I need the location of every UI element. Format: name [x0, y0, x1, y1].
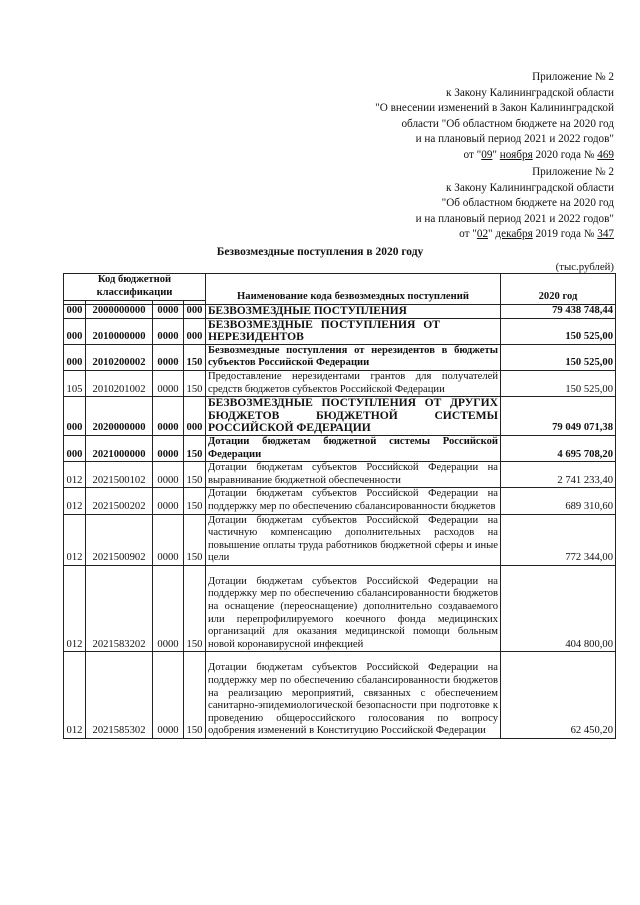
table-header-row — [64, 274, 616, 301]
header-line: и на плановый период 2021 и 2022 годов" — [415, 133, 614, 146]
revenue-table — [63, 273, 616, 739]
header-date-day: 02 — [476, 228, 489, 241]
table-row: 000 2020000000 0000 000 БЕЗВОЗМЕЗДНЫЕ ПОСТУПЛЕНИЯ ОТ ДРУГИХ БЮДЖЕТОВ БЮДЖЕТНОЙ СИСТЕМЫ РОССИЙСКОЙ ФЕДЕРАЦИИ 79 049 071,38 — [64, 397, 616, 436]
header-line: и на плановый период 2021 и 2022 годов" — [415, 212, 614, 225]
header-date-day: 09 — [481, 148, 493, 161]
column-header-name: Наименование кода безвозмездных поступлений — [206, 274, 501, 305]
header-date-line: от "09" ноября 2020 года № 469 — [463, 148, 614, 161]
appendix-header-amendment — [375, 70, 614, 164]
column-header-year: 2020 год — [501, 274, 616, 305]
table-row: 105 2010201002 0000 150 Предоставление нерезидентами грантов для получателей средств бюджетов субъектов Российской Федерации 150 525,00 — [64, 370, 616, 396]
header-law-number: 347 — [597, 228, 614, 241]
header-line: к Закону Калининградской области — [446, 86, 614, 99]
table-row: 000 2000000000 0000 000 БЕЗВОЗМЕЗДНЫЕ ПОСТУПЛЕНИЯ 79 438 748,44 — [64, 305, 616, 319]
table-row: 012 2021585302 0000 150 Дотации бюджетам субъектов Российской Федерации на поддержку мер по обеспечению сбалансированности бюджетов на реализацию мероприятий, связанных с обеспечением санитарно-эпидемиологической безопасности при подготовке к проведению общероссийского голосования по вопросу одобрения изменений в Конституцию Российской Федерации 62 450,20 — [64, 652, 616, 739]
table-row: 012 2021500902 0000 150 Дотации бюджетам субъектов Российской Федерации на частичную компенсацию дополнительных расходов на повышение оплаты труда работников бюджетной сферы и иные цели 772 344,00 — [64, 514, 616, 565]
header-law-number: 469 — [597, 148, 614, 161]
units-note: (тыс.рублей) — [555, 261, 614, 273]
table-row: 012 2021500102 0000 150 Дотации бюджетам субъектов Российской Федерации на выравнивание бюджетной обеспеченности 2 741 233,40 — [64, 462, 616, 488]
column-header-code: Код бюджетной классификации — [64, 274, 206, 301]
header-line: к Закону Калининградской области — [446, 181, 614, 194]
table-row: 000 2021000000 0000 150 Дотации бюджетам бюджетной системы Российской Федерации 4 695 708,20 — [64, 435, 616, 461]
header-date-line: от "02" декабря 2019 года № 347 — [459, 228, 614, 241]
table-row: 012 2021583202 0000 150 Дотации бюджетам субъектов Российской Федерации на поддержку мер по обеспечению сбалансированности бюджетов на оснащение (переоснащение) дополнительно создаваемого или перепрофилируемого коечного фонда медицинских организаций для оказания медицинской помощи больным новой коронавирусной инфекцией 404 800,00 — [64, 565, 616, 652]
header-date-month: ноября — [499, 148, 533, 161]
table-row: 000 2010000000 0000 000 БЕЗВОЗМЕЗДНЫЕ ПОСТУПЛЕНИЯ ОТ НЕРЕЗИДЕНТОВ 150 525,00 — [64, 318, 616, 344]
header-line: Приложение № 2 — [532, 71, 614, 83]
appendix-header-original — [416, 165, 614, 243]
header-line: "Об областном бюджете на 2020 год — [441, 197, 614, 210]
header-line: "О внесении изменений в Закон Калининградской — [375, 102, 614, 115]
table-row: 012 2021500202 0000 150 Дотации бюджетам субъектов Российской Федерации на поддержку мер по обеспечению сбалансированности бюджетов 689 310,60 — [64, 488, 616, 514]
table-row: 000 2010200002 0000 150 Безвозмездные поступления от нерезидентов в бюджеты субъектов Российской Федерации 150 525,00 — [64, 344, 616, 370]
header-line: Приложение № 2 — [532, 166, 614, 178]
header-date-month: декабря — [495, 228, 533, 241]
page-title: Безвозмездные поступления в 2020 году — [216, 246, 424, 258]
header-line: области "Об областном бюджете на 2020 год — [401, 117, 614, 130]
